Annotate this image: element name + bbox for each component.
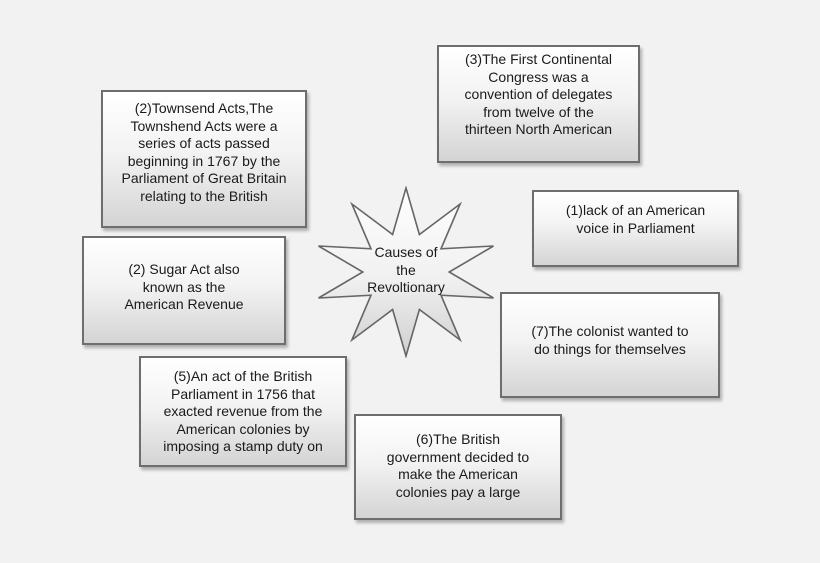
box-sugar-act: (2) Sugar Act also known as the American Revenue: [82, 236, 286, 345]
box-stamp-act: (5)An act of the British Parliament in 1756 that exacted revenue from the American colonies by imposing a stamp duty on: [139, 356, 347, 467]
box-colonist-wanted: (7)The colonist wanted to do things for themselves: [500, 292, 720, 398]
box-british-government: (6)The British government decided to make the American colonies pay a large: [354, 414, 562, 520]
box-townsend-acts: (2)Townsend Acts,The Townshend Acts were a series of acts passed beginning in 1767 by the Parliament of Great Britain relating to the British: [101, 90, 307, 228]
box-continental-congress: (3)The First Continental Congress was a convention of delegates from twelve of the thirteen North American: [437, 45, 640, 163]
box-lack-of-voice: (1)lack of an American voice in Parliament: [532, 190, 739, 267]
center-star: [312, 186, 500, 358]
center-star-label: Causes of the Revoltionary: [367, 244, 445, 296]
